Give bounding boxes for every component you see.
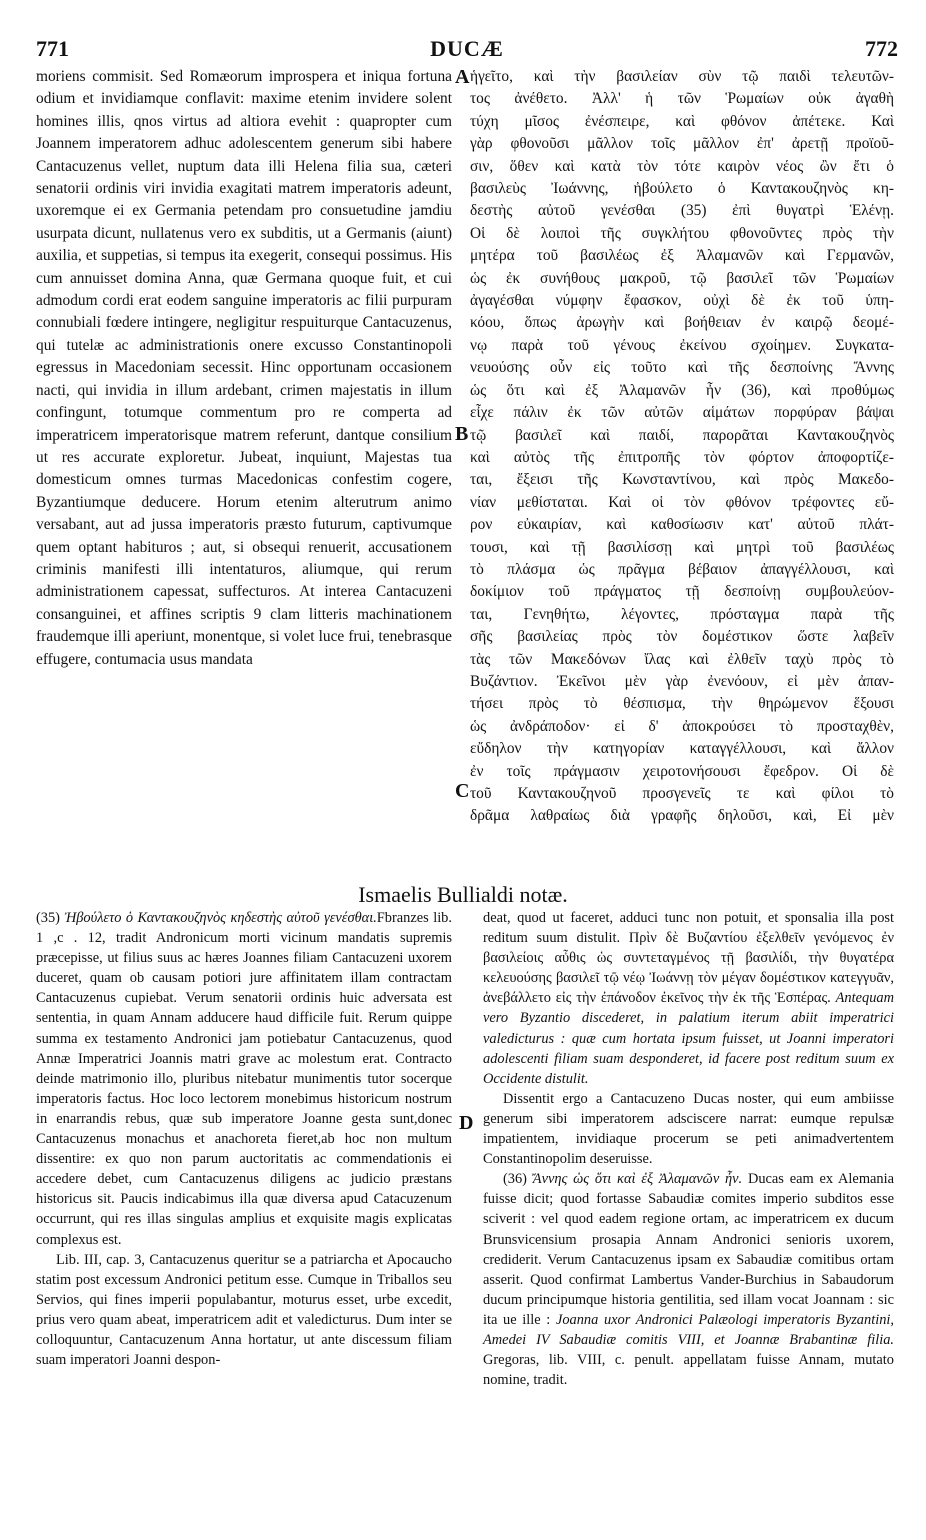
greek-line: τὰς τῶν Μακεδόνων ἴλας καὶ ἐλθεῖν ταχὺ πρὸς τὸ <box>470 650 894 668</box>
note-36-text-1: Ducas eam ex Alemania fuisse dicit; quod fortasse Sabaudiæ comites imperio subditos esse sciverit : vel quod eadem regione ortam, ac imperatricem ex ducum Brunsvicensium prosapia Annam Andronici senioris uxorem, crediderit. Verum Cantacuzenus ipsam ex Sabaudiæ comitibus ortam asserit. Quod confirmat Lambertus Vander-Burchius in Sabaudorum ducum principumque historia gentilitia, sed illam vocat Joannam : sic ita ue ille : <box>483 1171 894 1328</box>
greek-line: σιν, ὅθεν καὶ κατὰ τὸν τότε καιρὸν νέος ὢν ἔτι ὁ <box>470 157 894 175</box>
page-header <box>36 36 898 64</box>
note-35-paragraph-2: Lib. III, cap. 3, Cantacuzenus queritur se a patriarcha et Apocaucho statim post excessum Andronici petitum esse. Cumque in Triballos seu Servios, qui fines imperii populabantur, moturus esset, urbe excedit, prius vero quam abeat, imperatricem adit et valedicturus. Dum inter se colloquuntur, Cantacuzenum Anna hortatur, ut ante discessum filiam suam imperatori Joanni despon- <box>36 1251 452 1369</box>
greek-line: νευούσης οὖν εἰς τοῦτο καὶ τῆς δεσποίνης Ἄννης <box>470 359 894 377</box>
greek-line: ἐν τοῖς πράγμασιν χειροτονήσουσι ἔφεδρον. Οἱ δὲ <box>470 762 894 780</box>
greek-line: τοῦ Καντακουζηνοῦ προσγενεῖς τε καὶ φίλοι τὸ <box>470 785 894 802</box>
greek-line: ρον εὐκαιρίαν, καὶ καθοσίωσιν κατ' αὐτοῦ πλάτ- <box>470 516 894 534</box>
running-title: DUCÆ <box>430 36 504 61</box>
greek-line: δοκίμιον τοῦ πράγματος τῇ δεσποίνῃ συμβουλεύον- <box>470 583 894 601</box>
note-35-cont-text: deat, quod ut faceret, adduci tunc non potuit, et sponsalia illa post reditum suum distulit. <box>483 910 894 947</box>
greek-line: εἶχε πάλιν ἐκ τῶν αὐτῶν αἱμάτων πορφύραν βάψαι <box>470 404 894 422</box>
greek-line: ται, Γενηθήτω, λέγοντες, πρόσταγμα παρὰ τῆς <box>470 605 894 623</box>
page-number-right: 772 <box>865 36 898 61</box>
note-35-paragraph-3: Dissentit ergo a Cantacuzeno Ducas noster, qui eum ambiisse generum sibi imperatorem adsciscere narrat: eumque repulsæ impatientem, invidiaque procerum se peti animadvertentem Constantinopolim deseruisse. <box>483 1090 894 1168</box>
page-number-left: 771 <box>36 36 69 61</box>
greek-line: κόου, ὅπως ἀρωγὴν καὶ βοήθειαν ἐν καιρῷ δεομέ- <box>470 314 894 332</box>
latin-text: moriens commisit. Sed Romæorum improspera et iniqua fortuna odium et invidiamque conflavit: maxime etenim invidere solent homines illis, qnos virtus ad altiora evehit : quapropter cum Joannem imperatorem adhuc adolescentem generum sibi habere Cantacuzenus vellet, nuptum data illi Helena filia sua, cæteri senatorii ordinis viri invidia exagitati matrem imperatoris adeunt, uxoremque ei ex Germania petendam pro consuetudine jamdiu usurpata dicunt, nullatenus vero ex subditis, ut a Germanis (aiunt) auxilia, et suppetias, si tempus ita exegerit, consequi possimus. His cum annuisset domina Anna, quæ Germana quoque fuit, et cui admodum cordi erat eodem sanguine imperatoris ac filii purpuram connubiali fœdere intingere, negligitur respuiturque Cantacuzenus, qui tutelæ ac administrationis onere excusso Constantinopoli egressus in Macedoniam secessit. Hinc opportunam occasionem nacti, qui invidia in illum ardebant, crimen majestatis in illum confingunt, totumque commentum pro re comperta ad imperatricem imperatorisque matrem referunt, dantque consilium ut res accurate exploretur. Jubeat, inquiunt, Majestas tua domesticum omnes turmas Macedonicas confestim cogere, Byzantiumque deducere. Horum etenim alterutrum animo versabant, aut ad jussa imperatoris præsto futurum, captivumque quem optant habituros ; aut, si obsequi renuerit, accusationem criminis manifesti illi intentaturos, aliumque, qui rerum administrationem capessat, suffecturos. At interea Cantacuzeni consanguinei, et affines scriptis 9 clam litteris machinationem fraudemque illi aperiunt, monentque, si volet luce frui, tenebrasque effugere, contumacia usus mandata <box>36 68 452 668</box>
greek-line: βασιλεὺς Ἰωάννης, ἠβούλετο ὁ Καντακουζηνὸς κη- <box>470 180 894 198</box>
greek-line: νῳ παρὰ τοῦ γένους ἐκείνου σχοίημεν. Συγκατα- <box>470 336 894 354</box>
note-35-cont-italic: Antequam vero Byzantio discederet, in palatium iterum abiit imperatrici valedicturus : quæ cum hortata ipsum fuisset, ut Joanni imperatori adolescenti filiam suam desponderet, id facere post reditum suum ex Occidente distulit. <box>483 990 894 1087</box>
note-36-greek: Ἄννης ὡς ὅτι καὶ ἐξ Ἀλαμανῶν ἦν. <box>532 1171 743 1188</box>
latin-column <box>36 66 452 671</box>
greek-line: ἀγαγέσθαι νύμφην ἔφασκον, οὐχὶ δὲ ἐκ τοῦ ὑπη- <box>470 292 894 310</box>
note-36-number: (36) <box>503 1171 527 1188</box>
note-35-number: (35) <box>36 910 60 926</box>
greek-line: ἡγεῖτο, καὶ τὴν βασιλείαν σὺν τῷ παιδὶ τελευτῶν- <box>470 68 894 85</box>
margin-marker-a: A <box>455 66 470 88</box>
greek-line: τῷ βασιλεῖ καὶ παιδί, παρορᾶται Καντακουζηνὸς <box>470 426 894 444</box>
note-35-cont-greek: Πρὶν δὲ Βυζαντίου ἐξελθεῖν γενόμενος ἐν βασιλείοις αὖθις ὡς συντεταγμένος τῇ βασιλίδι, τὴν θυγατέρα κελευούσης βασιλεῖ τῷ νέῳ Ἰωάννῃ τὸν μέγαν δομέστικον κατεγγυᾶν, ἀνεβάλλετο εἰς τὴν ἐπάνοδον ἐκεῖνος τὴν ἐκ τῆς Ἑσπέρας. <box>483 930 894 1007</box>
note-35-greek: Ἠβούλετο ὁ Καντακουζηνὸς κηδεστὴς αὐτοῦ γενέσθαι. <box>64 910 377 926</box>
notes-left-column <box>36 908 452 1370</box>
greek-line: τουσι, καὶ τῇ βασιλίσσῃ καὶ μητρὶ τοῦ βασιλέως <box>470 538 894 556</box>
greek-column <box>470 66 894 828</box>
greek-line: τος ἀνέθετο. Ἀλλ' ἡ τῶν Ῥωμαίων οὐκ ἀγαθὴ <box>470 90 894 108</box>
greek-line: ὡς ὅτι καὶ ἐξ Ἀλαμανῶν ἦν (36), καὶ προθύμως <box>470 381 894 399</box>
greek-line: δρᾶμα λαθραίως διὰ γραφῆς δηλοῦσι, καὶ, Εἰ μὲν <box>470 807 894 825</box>
note-35 <box>36 908 452 1250</box>
greek-line: καὶ αὐτὸς τῆς ἐπιτροπῆς τὸν φόρτον ἀποφορτίζε- <box>470 448 894 466</box>
notes-right-column <box>483 908 894 1390</box>
note-36-text-2: Gregoras, lib. VIII, c. penult. appellatam fuisse Annam, mutato nomine, tradit. <box>483 1352 894 1389</box>
note-35-continued <box>483 908 894 1089</box>
greek-line: Βυζάντιον. Ἐκεῖνοι μὲν γὰρ ἐνενόουν, εἰ μὲν ἀπαν- <box>470 672 894 690</box>
greek-line: σῆς βασιλείας πρὸς τὸν δομέστικον ὥστε λαβεῖν <box>470 628 894 646</box>
greek-line: τὸ πλάσμα ὡς πρᾶγμα βέβαιον ἀπαγγέλλουσι, καὶ <box>470 560 894 578</box>
greek-line: ὡς ἐκ συνήθους μακροῦ, τῷ βασιλεῖ τῶν Ῥωμαίων <box>470 269 894 287</box>
margin-marker-b: B <box>455 423 469 445</box>
note-36 <box>483 1169 894 1390</box>
greek-line: τύχη μῖσος ἐνέσπειρε, καὶ φθόνον ἀπέτεκε. Καὶ <box>470 112 894 130</box>
notes-title: Ismaelis Bullialdi notæ. <box>358 882 568 907</box>
greek-line: γὰρ φθονοῦσι μᾶλλον τοῖς μᾶλλον ἐπ' ἀρετῇ προϊοῦ- <box>470 135 894 153</box>
greek-line: τήσει πρὸς τὸ θέσπισμα, τὴν θηρώμενον ἕξουσι <box>470 695 894 713</box>
margin-marker-d: D <box>459 1112 474 1134</box>
greek-line: ὡς ἀνδράποδον· εἰ δ' ἀποκρούσει τὸ προσταχθὲν, <box>470 717 894 735</box>
greek-line: ται, ἔξεισι τῆς Κωνσταντίνου, καὶ πρὸς Μακεδο- <box>470 471 894 489</box>
greek-line: μητέρα τοῦ βασιλέως ἐξ Ἀλαμανῶν καὶ Γερμανῶν, <box>470 247 894 265</box>
greek-line: εὔδηλον τὴν κατηγορίαν καταγγέλλουσι, καὶ ἄλλον <box>470 740 894 758</box>
margin-marker-c: C <box>455 780 470 802</box>
note-36-italic: Joanna uxor Andronici Palæologi imperatoris Byzantini, Amedei IV Sabaudiæ comitis VIII, et Joannæ Brabantinæ filia. <box>483 1311 894 1348</box>
greek-line: Οἱ δὲ λοιποὶ τῆς συγκλήτου φθονοῦντες πρὸς τὴν <box>470 224 894 242</box>
note-35-text: Fbranzes lib. 1 ,c . 12, tradit Andronicum morti vicinum mandatis supremis præcepisse, ut filius suus ac hæres Joannes filiam Cantacuzeni uxorem duceret, quam ob causam potiori jure affinitatem illam contractam Cantacuzenus cupiebat. Verum senatorii ordinis huic adversata est sententia, in quam Annam adducere haud difficile fuit. Rerum quippe summa ex testamento Andronici jam potiebatur Cantacuzenus, quod Annæ Imperatrici Joannis matri grave ac molestum erat. Contracto deinde matrimonio illo, pluribus nitebatur munimentis tutor socerque imperatoris factus. Hoc loco lectorem monebimus historicum nostrum in enarrandis rebus, quæ sub imperatore Joanne gesta sunt,donec Cantacuzenus monachus et anachoreta fieret,ab hoc non multum dissentire: ex quo non parum auctoritatis ac commendationis ei accedere debet, cum Cantacuzenus diligens ac judicio præstans historicus sit. Paucis indicabimus illa quæ diversa apud Catacuzenum occurrunt, qui res illas singulas amplius et exquisite magis explicatas complexus est. <box>36 910 452 1248</box>
greek-line: νίαν μεθίσταται. Καὶ οἱ τὸν φθόνον τρέφοντες εὔ- <box>470 493 894 511</box>
greek-line: δεστὴς αὐτοῦ γενέσθαι (35) ἐπὶ θυγατρὶ Ἑλένῃ. <box>470 202 894 220</box>
